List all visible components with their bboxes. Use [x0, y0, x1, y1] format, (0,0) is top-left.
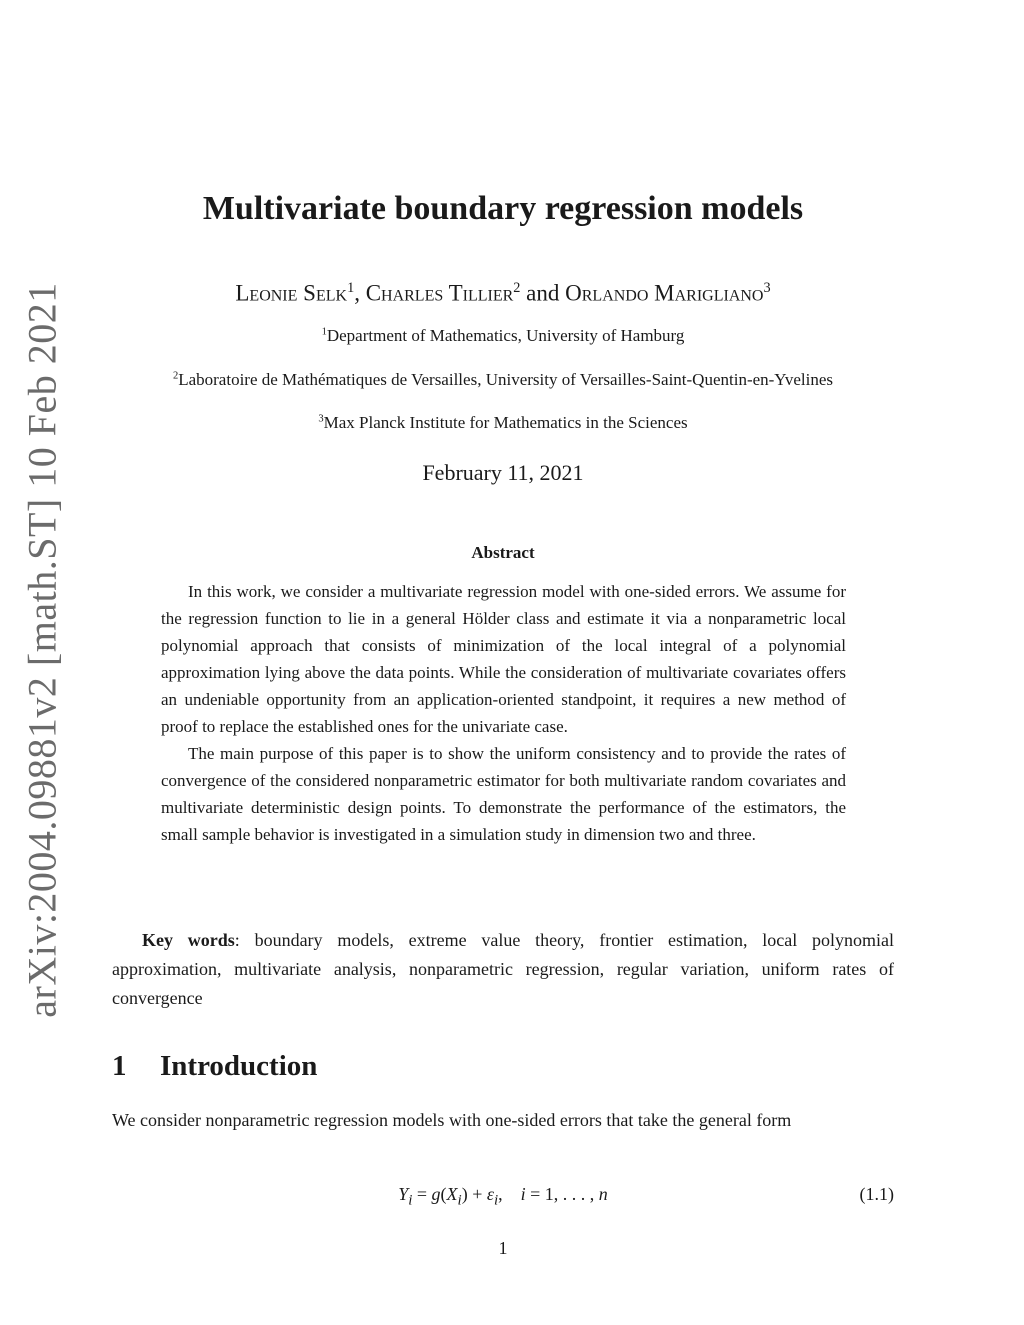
author-affiliation-mark: 3 [763, 280, 771, 296]
arxiv-identifier[interactable]: arXiv:2004.09881v2 [math.ST] 10 Feb 2021 [19, 282, 65, 1018]
keywords [112, 926, 894, 1013]
affiliation [100, 413, 906, 433]
affiliation-text: Max Planck Institute for Mathematics in the Sciences [323, 413, 688, 432]
affiliation-text: Laboratoire de Mathématiques de Versailles, University of Versailles-Saint-Quentin-en-Yvelines [178, 370, 834, 389]
abstract-body [161, 578, 846, 848]
author-affiliation-mark: 1 [347, 280, 355, 296]
abstract-paragraph: The main purpose of this paper is to show the uniform consistency and to provide the rates of convergence of the considered nonparametric estimator for both multivariate random covariates and multivariate deterministic design points. To demonstrate the performance of the estimators, the small sample behavior is investigated in a simulation study in dimension two and three. [161, 744, 846, 844]
affiliation-mark: 1 [321, 326, 327, 338]
abstract-heading: Abstract [471, 543, 535, 562]
author-affiliation-mark: 2 [513, 280, 521, 296]
author-name: Charles Tillier [365, 280, 514, 306]
keywords-label: Key words [142, 930, 235, 950]
keywords-text: : boundary models, extreme value theory, frontier estimation, local polynomial approximation, multivariate analysis, nonparametric regression, regular variation, uniform rates of convergence [112, 930, 894, 1008]
affiliation-mark: 3 [318, 413, 324, 425]
section-title: Introduction [160, 1050, 318, 1082]
affiliation-text: Department of Mathematics, University of Hamburg [326, 326, 685, 345]
publication-date: February 11, 2021 [422, 460, 584, 485]
abstract-paragraph: In this work, we consider a multivariate regression model with one-sided errors. We assume for the regression function to lie in a general Hölder class and estimate it via a nonparametric local polynomial approach that consists of minimization of the local integral of a polynomial approximation lying above the data points. While the consideration of multivariate covariates offers an undeniable opportunity from an application-oriented standpoint, it requires a new method of proof to replace the established ones for the univariate case. [161, 582, 846, 736]
paper-title: Multivariate boundary regression models [202, 190, 804, 227]
author-separator: and [520, 280, 566, 306]
author-name: Orlando Marigliano [565, 280, 764, 306]
author-name: Leonie Selk [235, 280, 348, 306]
author-separator: , [354, 280, 366, 306]
author-list [112, 280, 894, 307]
introduction-paragraph: We consider nonparametric regression models with one-sided errors that take the general form [112, 1110, 792, 1130]
affiliation-mark: 2 [172, 370, 179, 382]
equation-body: $Y_i = g(X_i) + \varepsilon_i$, i = 1, . . . , n [398, 1184, 608, 1209]
affiliation [100, 326, 906, 346]
affiliation [100, 370, 906, 390]
page-number: 1 [498, 1238, 508, 1258]
section-heading-introduction [112, 1050, 317, 1083]
equation-number: (1.1) [859, 1184, 894, 1204]
section-number: 1 [112, 1050, 127, 1082]
